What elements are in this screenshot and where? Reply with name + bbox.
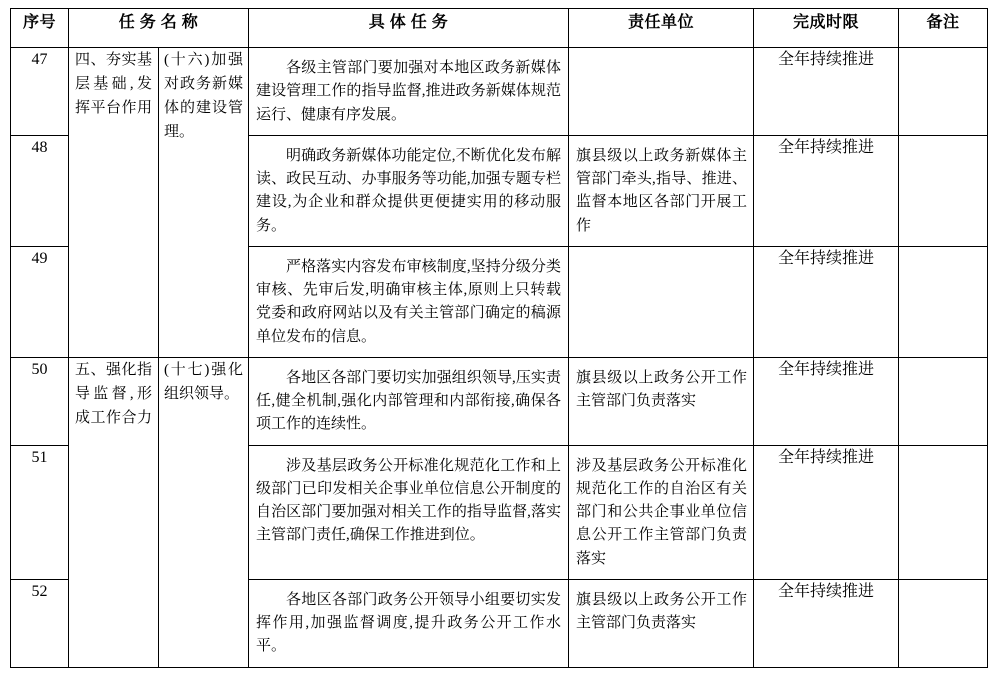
row-deadline: 全年持续推进	[754, 246, 899, 357]
row-seq: 48	[11, 135, 69, 246]
row-seq: 49	[11, 246, 69, 357]
table-row	[11, 48, 988, 136]
row-deadline: 全年持续推进	[754, 445, 899, 579]
row-seq: 52	[11, 579, 69, 667]
group-detail-title: (十六)加强对政务新媒体的建设管理。	[159, 48, 249, 358]
row-note	[899, 579, 988, 667]
row-note	[899, 135, 988, 246]
row-unit: 涉及基层政务公开标准化规范化工作的自治区有关部门和公共企事业单位信息公开工作主管部门负责落实	[569, 445, 754, 579]
row-content: 涉及基层政务公开标准化规范化工作和上级部门已印发相关企事业单位信息公开制度的自治区部门要加强对相关工作的指导监督,落实主管部门责任,确保工作推进到位。	[249, 445, 569, 579]
row-content: 各地区各部门要切实加强组织领导,压实责任,健全机制,强化内部管理和内部衔接,确保各项工作的连续性。	[249, 357, 569, 445]
row-deadline: 全年持续推进	[754, 579, 899, 667]
row-deadline: 全年持续推进	[754, 135, 899, 246]
row-seq: 47	[11, 48, 69, 136]
header-seq: 序号	[11, 9, 69, 48]
header-unit: 责任单位	[569, 9, 754, 48]
row-deadline: 全年持续推进	[754, 48, 899, 136]
group-task-name: 五、强化指导监督,形成工作合力	[69, 357, 159, 667]
row-unit: 旗县级以上政务公开工作主管部门负责落实	[569, 579, 754, 667]
group-task-name: 四、夯实基层基础,发挥平台作用	[69, 48, 159, 358]
row-note	[899, 246, 988, 357]
row-note	[899, 48, 988, 136]
header-note: 备注	[899, 9, 988, 48]
table-header	[11, 9, 988, 48]
row-unit: 旗县级以上政务公开工作主管部门负责落实	[569, 357, 754, 445]
row-note	[899, 445, 988, 579]
row-note	[899, 357, 988, 445]
header-deadline: 完成时限	[754, 9, 899, 48]
header-task-name: 任 务 名 称	[69, 9, 249, 48]
row-unit: 旗县级以上政务新媒体主管部门牵头,指导、推进、监督本地区各部门开展工作	[569, 135, 754, 246]
row-seq: 50	[11, 357, 69, 445]
group-detail-title: (十七)强化组织领导。	[159, 357, 249, 667]
task-table	[10, 8, 988, 668]
table-row	[11, 357, 988, 445]
row-unit	[569, 246, 754, 357]
row-content: 严格落实内容发布审核制度,坚持分级分类审核、先审后发,明确审核主体,原则上只转载党委和政府网站以及有关主管部门确定的稿源单位发布的信息。	[249, 246, 569, 357]
row-seq: 51	[11, 445, 69, 579]
header-row	[11, 9, 988, 48]
header-content: 具 体 任 务	[249, 9, 569, 48]
row-content: 各地区各部门政务公开领导小组要切实发挥作用,加强监督调度,提升政务公开工作水平。	[249, 579, 569, 667]
table-body	[11, 48, 988, 668]
row-content: 各级主管部门要加强对本地区政务新媒体建设管理工作的指导监督,推进政务新媒体规范运行、健康有序发展。	[249, 48, 569, 136]
row-unit	[569, 48, 754, 136]
row-content: 明确政务新媒体功能定位,不断优化发布解读、政民互动、办事服务等功能,加强专题专栏建设,为企业和群众提供更便捷实用的移动服务。	[249, 135, 569, 246]
row-deadline: 全年持续推进	[754, 357, 899, 445]
